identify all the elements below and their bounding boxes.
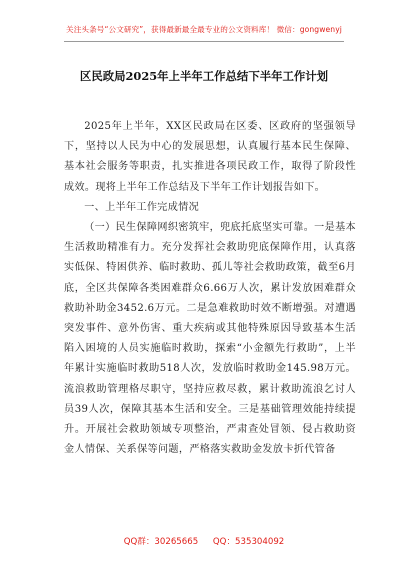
- document-body: [64, 117, 356, 460]
- section-heading: 一、上半年工作完成情况: [84, 201, 200, 213]
- intro-paragraph: 2025年上半年，XX区民政局在区委、区政府的坚强领导下，坚持以人民为中心的发展思想，认真履行基本民生保障、基本社会服务等职责，扎实推进各项民政工作，取得了阶段性成效。现将上半年工作总结及下半年工作计划报告如下。: [64, 121, 356, 193]
- footer-qq-group: QQ群：30265665: [123, 537, 199, 547]
- promo-banner: 关注头条号“公文研究”，获得最新最全最专业的公文资料库！ 微信：gongwenyj: [66, 25, 342, 34]
- section-paragraph: （一）民生保障网织密筑牢，兜底托底坚实可靠。一是基本生活救助精准有力。充分发挥社会救助兜底保障作用，认真落实低保、特困供养、临时救助、孤儿等社会救助政策，截至6月底，全区共保障各类困难群众6.66万人次，累计发放困难群众救助补助金3452.6万元。二是急难救助时效不断增强。对遭遇突发事件、意外伤害、重大疾病或其他特殊原因导致基本生活陷入困境的人员实施临时救助，探索“小金额先行救助”，上半年累计实施临时救助518人次，发放临时救助金145.98万元。流浪救助管理格尽职守，坚持应救尽救，累计救助流浪乞讨人员39人次，保障其基本生活和安全。三是基础管理效能持续提升。开展社会救助领域专项整治，严肃查处冒领、侵占救助资金人情保、关系保等问题，严格落实救助金发放卡折代管备: [64, 222, 356, 456]
- footer-qq: QQ：535304092: [212, 537, 285, 547]
- header-divider: [64, 41, 344, 42]
- document-title: 区民政局2025年上半年工作总结下半年工作计划: [79, 69, 329, 83]
- footer-contact: [0, 535, 408, 547]
